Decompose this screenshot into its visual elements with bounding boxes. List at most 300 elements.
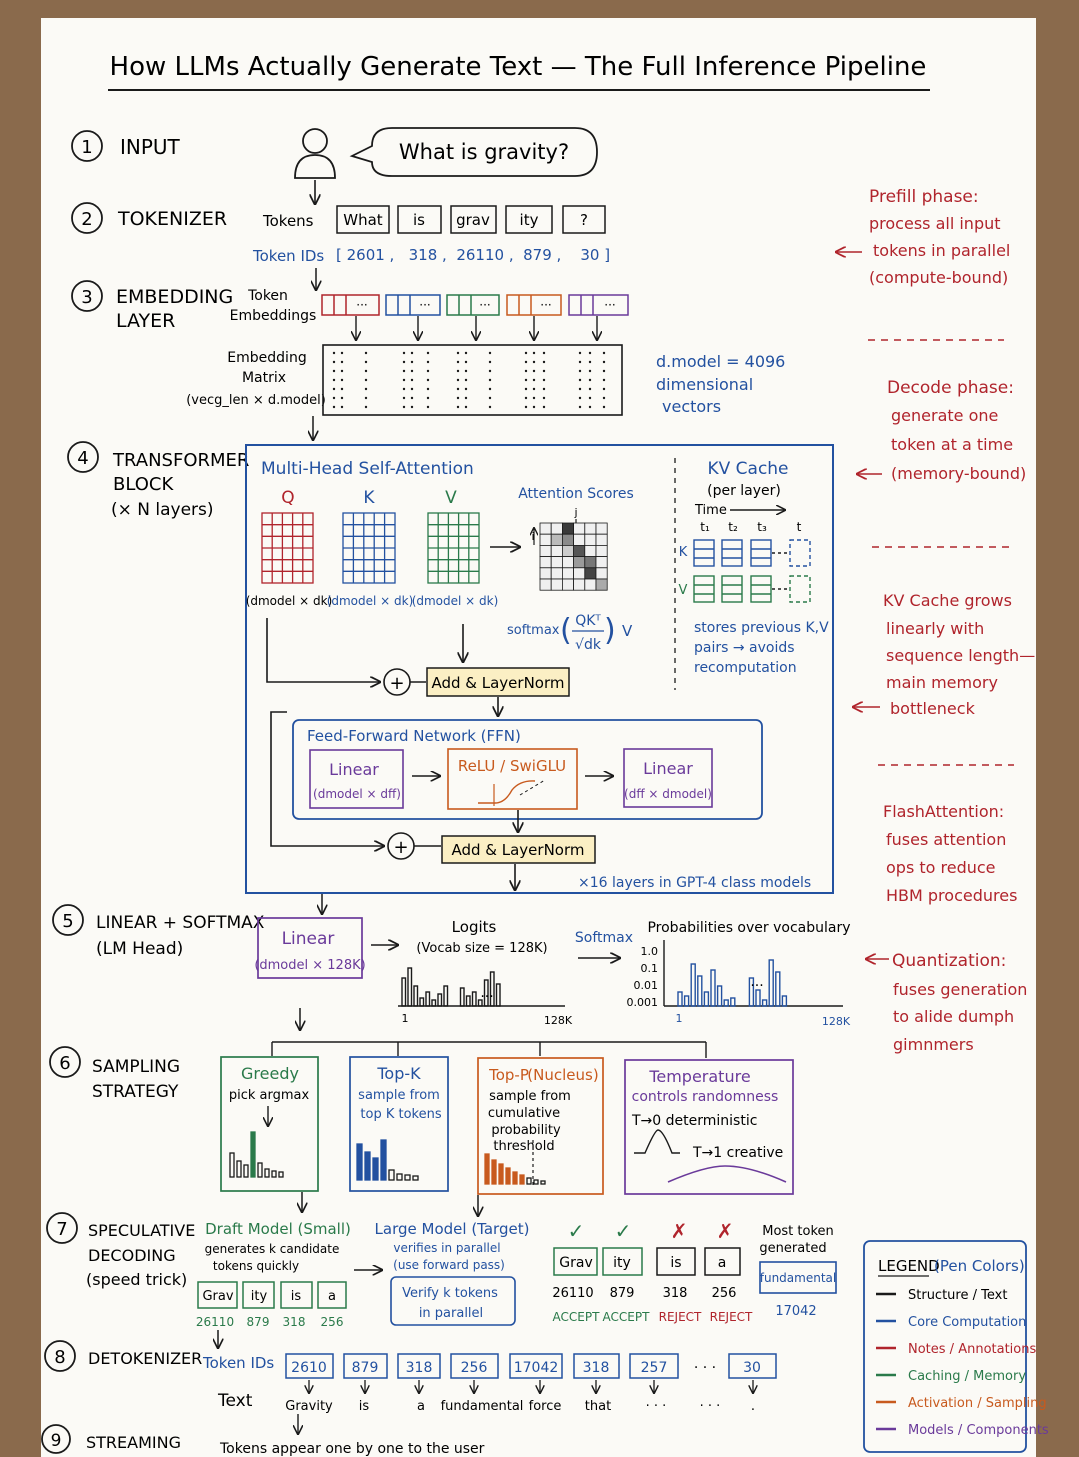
ffn-linear-2-label: Linear: [643, 759, 693, 778]
step-9-title: STREAMING: [86, 1433, 181, 1452]
bar: [251, 1132, 255, 1177]
step-5-title-1: LINEAR + SOFTMAX: [96, 913, 265, 933]
ffn-linear-1-label: Linear: [329, 760, 379, 779]
matrix-dot: [411, 406, 413, 408]
probs-title: Probabilities over vocabulary: [647, 920, 851, 936]
bar: [691, 964, 695, 1006]
temperature-high: T→1 creative: [693, 1145, 784, 1161]
detok-word-2: a: [417, 1399, 425, 1414]
matrix-dot: [533, 361, 535, 363]
kv-note-3: recomputation: [694, 660, 797, 676]
formula-numerator: QKᵀ: [575, 613, 601, 629]
note-kv-4: main memory: [886, 673, 998, 692]
attention-cell: [596, 557, 607, 568]
bar: [230, 1153, 234, 1177]
temperature-high-curve: [668, 1166, 786, 1182]
attention-cell: [574, 523, 585, 534]
result-token-3: a: [717, 1255, 727, 1271]
step-3-title-2: LAYER: [116, 310, 176, 332]
matrix-dot: [333, 370, 335, 372]
lmhead-linear-dim: (dmodel × 128K): [254, 958, 366, 973]
attention-cell: [585, 557, 596, 568]
matrix-dot: [603, 379, 605, 381]
bar: [373, 1158, 378, 1180]
check-mark-0: ✓: [567, 1219, 585, 1243]
matrix-dot: [589, 361, 591, 363]
bar: [408, 968, 412, 1006]
probs-dots: ···: [750, 978, 764, 994]
attention-cell: [551, 534, 562, 545]
bar: [461, 988, 465, 1006]
matrix-dot: [333, 406, 335, 408]
detok-id-4: 17042: [513, 1360, 559, 1376]
matrix-dot: [525, 379, 527, 381]
topp-title: Top-P: [489, 1066, 529, 1084]
matrix-dot: [403, 406, 405, 408]
matrix-dot: [341, 352, 343, 354]
verify-label-1: Verify k tokens: [402, 1286, 498, 1301]
matrix-dot: [365, 361, 367, 363]
matrix-dot: [457, 406, 459, 408]
cross-mark-1: ✗: [716, 1219, 734, 1243]
logits-title: Logits: [451, 918, 497, 936]
kv-v-cell: [694, 576, 714, 602]
embedding-matrix-dots: [333, 352, 605, 408]
fundamental-id: 17042: [775, 1304, 817, 1319]
streaming-text: Tokens appear one by one to the user: [220, 1441, 485, 1457]
formula-open-paren: (: [560, 613, 572, 648]
bar: [432, 1000, 436, 1006]
temperature-low: T→0 deterministic: [632, 1113, 758, 1129]
attention-cell: [574, 545, 585, 556]
matrix-dot: [427, 361, 429, 363]
bar: [711, 970, 715, 1006]
add-norm-label-2: Add & LayerNorm: [451, 841, 585, 859]
step-7-title-1: SPECULATIVE: [88, 1221, 196, 1240]
matrix-dot: [341, 379, 343, 381]
matrix-dot: [411, 370, 413, 372]
detok-word-1: is: [358, 1399, 370, 1414]
bar: [506, 1168, 510, 1184]
bar: [704, 992, 708, 1006]
matrix-dot: [457, 352, 459, 354]
matrix-dot: [403, 397, 405, 399]
draft-id-3: 256: [320, 1315, 344, 1329]
matrix-dot: [603, 352, 605, 354]
note-kv-1: KV Cache grows: [883, 591, 1012, 610]
bar: [492, 1160, 496, 1184]
bar: [381, 1140, 386, 1180]
matrix-dot: [333, 379, 335, 381]
matrix-dot: [579, 406, 581, 408]
kv-k-cell: [722, 540, 742, 566]
matrix-dot: [589, 379, 591, 381]
bar: [237, 1161, 241, 1177]
matrix-dot: [579, 388, 581, 390]
add-plus-1: +: [389, 673, 405, 694]
softmax-arrow-label: Softmax: [574, 930, 634, 946]
most-token-1: Most token: [762, 1224, 834, 1239]
matrix-dot: [603, 388, 605, 390]
attention-cell: [551, 545, 562, 556]
matrix-dot: [543, 397, 545, 399]
matrix-dot: [427, 397, 429, 399]
bar: [265, 1169, 269, 1177]
matrix-dot: [589, 406, 591, 408]
matrix-dot: [457, 397, 459, 399]
formula-close-paren: ): [604, 613, 616, 648]
matrix-dot: [603, 370, 605, 372]
result-id-2: 318: [662, 1286, 688, 1301]
attention-cell: [551, 557, 562, 568]
kv-t3: t₃: [757, 520, 767, 534]
topk-sub-2: top K tokens: [360, 1107, 442, 1122]
note-prefill-4: (compute-bound): [869, 268, 1009, 287]
draft-title: Draft Model (Small): [205, 1220, 351, 1238]
detok-arrows: [309, 1380, 753, 1393]
detok-word-4: force: [528, 1399, 562, 1414]
attention-cell: [574, 557, 585, 568]
step-1-label: [72, 131, 181, 161]
detok-id-5: 318: [582, 1360, 610, 1376]
bar: [534, 1180, 538, 1184]
matrix-dot: [489, 388, 491, 390]
embedding-matrix-label-3: (vecg_len × d.model): [186, 393, 326, 408]
step-7-title-3: (speed trick): [86, 1270, 188, 1289]
step-1-number: 1: [81, 137, 93, 158]
attention-cell: [585, 534, 596, 545]
detok-id-1: 879: [351, 1360, 379, 1376]
step-6-title-2: STRATEGY: [92, 1082, 179, 1102]
q-label: Q: [281, 488, 295, 508]
legend-paren: (Pen Colors): [934, 1257, 1025, 1275]
add-plus-2: +: [393, 837, 409, 858]
kv-v-cell: [722, 576, 742, 602]
most-token-2: generated: [759, 1241, 827, 1256]
scores-i: i: [531, 530, 535, 543]
step-3-title-1: EMBEDDING: [116, 286, 234, 308]
topk-sub-1: sample from: [358, 1088, 440, 1103]
matrix-dot: [457, 370, 459, 372]
note-prefill-2: process all input: [869, 214, 1001, 233]
bar: [467, 996, 471, 1006]
bar: [258, 1163, 262, 1177]
step-7-label: [47, 1213, 195, 1289]
matrix-dot: [341, 397, 343, 399]
kv-k-cell: [694, 540, 714, 566]
emb-dots-0: ···: [356, 298, 368, 312]
step-7-number: 7: [56, 1219, 68, 1240]
matrix-dot: [589, 388, 591, 390]
embedding-matrix-label-2: Matrix: [241, 370, 287, 386]
kv-note-2: pairs → avoids: [694, 640, 795, 656]
kv-t2: t₂: [728, 520, 738, 534]
note-flash-2: fuses attention: [886, 830, 1007, 849]
legend-item-1: Core Computation: [908, 1315, 1027, 1330]
legend-swatches: [876, 1294, 896, 1429]
kv-v-next-cell: [790, 576, 810, 602]
input-question: What is gravity?: [398, 140, 570, 164]
note-flash-4: HBM procedures: [886, 886, 1018, 905]
residual-path-1: [267, 618, 380, 682]
matrix-dot: [365, 397, 367, 399]
matrix-dot: [489, 370, 491, 372]
attention-cell: [551, 568, 562, 579]
matrix-dot: [457, 388, 459, 390]
matrix-dot: [525, 397, 527, 399]
detok-id-3: 256: [460, 1360, 488, 1376]
logits-x-end: 128K: [543, 1014, 573, 1027]
detok-word-7: · · ·: [699, 1399, 721, 1414]
bar: [426, 992, 430, 1006]
matrix-dot: [533, 379, 535, 381]
step-8-label: [45, 1341, 202, 1371]
attention-cell: [574, 534, 585, 545]
matrix-dot: [533, 397, 535, 399]
legend-item-5: Models / Components: [908, 1423, 1049, 1438]
matrix-dot: [543, 370, 545, 372]
matrix-dot: [525, 406, 527, 408]
bar: [414, 986, 418, 1006]
result-status-0: ACCEPT: [552, 1310, 600, 1324]
token-4: ?: [580, 211, 588, 229]
matrix-dot: [579, 379, 581, 381]
probs-bars: [678, 960, 786, 1006]
result-id-0: 26110: [552, 1286, 594, 1301]
step-4-title-1: TRANSFORMER: [113, 450, 250, 471]
matrix-dot: [489, 361, 491, 363]
dmodel-note-3: vectors: [662, 397, 722, 416]
note-quant-2: fuses generation: [893, 980, 1028, 999]
step-2-title: TOKENIZER: [118, 208, 228, 230]
step-7-title-2: DECODING: [88, 1246, 176, 1265]
bar: [405, 1175, 410, 1180]
step-4-number: 4: [77, 448, 89, 469]
large-sub-1: verifies in parallel: [393, 1241, 501, 1255]
note-flash: [883, 802, 1017, 905]
note-kv-2: linearly with: [886, 619, 985, 638]
k-matrix: [343, 513, 395, 583]
matrix-dot: [427, 370, 429, 372]
matrix-dot: [403, 379, 405, 381]
note-quant-1: Quantization:: [892, 951, 1007, 971]
note-kv-3: sequence length—: [886, 646, 1036, 665]
attention-cell: [540, 579, 551, 590]
step-4-title-3: (× N layers): [111, 500, 214, 520]
matrix-dot: [525, 370, 527, 372]
topp-paren: (Nucleus): [527, 1066, 599, 1084]
detok-id-7: 30: [743, 1360, 761, 1376]
result-status-3: REJECT: [709, 1310, 753, 1324]
bar: [365, 1152, 370, 1180]
matrix-dot: [465, 370, 467, 372]
detok-word-3: fundamental: [440, 1399, 524, 1414]
bar: [497, 984, 501, 1006]
detok-ids-label: Token IDs: [203, 1354, 275, 1372]
step-3-number: 3: [81, 287, 93, 308]
temperature-sub: controls randomness: [631, 1089, 779, 1105]
bar: [520, 1175, 524, 1184]
token-0: What: [343, 211, 383, 229]
result-id-3: 256: [711, 1286, 737, 1301]
bar: [698, 976, 702, 1006]
large-title: Large Model (Target): [374, 1220, 530, 1238]
logits-x-start: 1: [401, 1012, 409, 1025]
legend-item-0: Structure / Text: [908, 1288, 1008, 1303]
matrix-dot: [341, 370, 343, 372]
matrix-dot: [533, 370, 535, 372]
bar: [244, 1165, 248, 1177]
note-decode-2: generate one: [891, 406, 999, 425]
emb-dots-2: ···: [479, 298, 491, 312]
matrix-dot: [365, 352, 367, 354]
attention-cell: [562, 557, 573, 568]
step-5-number: 5: [62, 911, 74, 932]
matrix-dot: [489, 352, 491, 354]
matrix-dot: [341, 361, 343, 363]
detok-id-0: 2610: [291, 1360, 327, 1376]
step-5-label: [53, 905, 265, 959]
bar: [413, 1176, 418, 1180]
bar: [731, 998, 735, 1006]
step-6-number: 6: [59, 1053, 71, 1074]
dmodel-note-1: d.model = 4096: [656, 352, 786, 371]
matrix-dot: [579, 352, 581, 354]
v-matrix: [428, 513, 479, 583]
matrix-dot: [365, 370, 367, 372]
attention-cell: [596, 568, 607, 579]
embedding-vectors: [322, 295, 628, 315]
bar: [782, 996, 786, 1006]
attention-cell: [551, 579, 562, 590]
attention-scores-label: Attention Scores: [518, 486, 634, 502]
attention-cell: [585, 545, 596, 556]
matrix-dot: [533, 406, 535, 408]
temperature-title: Temperature: [649, 1067, 751, 1086]
attention-cell: [574, 579, 585, 590]
tokens-label: Tokens: [263, 212, 314, 230]
embedding-arrows: [356, 316, 597, 340]
attention-cell: [585, 568, 596, 579]
emb-dots-1: ···: [419, 298, 431, 312]
attention-cell: [596, 534, 607, 545]
legend-title: LEGEND: [878, 1257, 940, 1275]
kv-cache-title: KV Cache: [707, 459, 789, 479]
matrix-dot: [457, 361, 459, 363]
q-dim: (dmodel × dk): [245, 594, 333, 608]
draft-sub-2: tokens quickly: [212, 1259, 300, 1273]
bar: [397, 1174, 402, 1180]
bar: [763, 1000, 767, 1006]
draft-id-1: 879: [246, 1315, 270, 1329]
bar: [420, 998, 424, 1006]
step-8-number: 8: [54, 1347, 66, 1368]
bar: [541, 1181, 545, 1184]
note-flash-3: ops to reduce: [886, 858, 996, 877]
bar: [438, 994, 442, 1006]
matrix-dot: [465, 406, 467, 408]
note-kv-5: bottleneck: [890, 699, 975, 718]
draft-id-0: 26110: [195, 1315, 235, 1329]
softmax-label: softmax: [507, 623, 560, 638]
emb-dots-4: ···: [604, 298, 616, 312]
attention-cell: [551, 523, 562, 534]
matrix-dot: [365, 406, 367, 408]
probs-y-2: 0.1: [640, 962, 658, 975]
matrix-dot: [543, 352, 545, 354]
verify-label-2: in parallel: [418, 1306, 484, 1321]
emb-dots-3: ···: [540, 298, 552, 312]
matrix-dot: [465, 397, 467, 399]
probs-x-end: 128K: [821, 1015, 851, 1028]
matrix-dot: [333, 352, 335, 354]
bar: [724, 1000, 728, 1006]
result-token-0: Grav: [559, 1255, 593, 1271]
matrix-dot: [403, 361, 405, 363]
attention-cell: [585, 523, 596, 534]
draft-token-3: a: [328, 1289, 336, 1304]
note-quant: [866, 951, 1027, 1054]
matrix-dot: [489, 406, 491, 408]
note-quant-3: to alide dumph: [893, 1007, 1015, 1026]
attention-cell: [562, 523, 573, 534]
matrix-dot: [365, 379, 367, 381]
token-3: ity: [519, 211, 539, 229]
legend-item-3: Caching / Memory: [908, 1369, 1027, 1384]
matrix-dot: [333, 397, 335, 399]
dmodel-note-2: dimensional: [656, 375, 754, 394]
lmhead-linear-label: Linear: [281, 929, 335, 949]
draft-token-0: Grav: [202, 1289, 234, 1304]
mha-title: Multi-Head Self-Attention: [261, 459, 474, 479]
bar: [685, 996, 689, 1006]
attention-cell: [540, 523, 551, 534]
bar: [357, 1144, 362, 1180]
step-4-label: [68, 442, 249, 520]
matrix-dot: [579, 361, 581, 363]
ffn-linear-1-dim: (dmodel × dff): [313, 787, 401, 801]
topk-bars: [357, 1140, 418, 1180]
embedding-matrix-label-1: Embedding: [227, 350, 307, 366]
result-status-1: ACCEPT: [602, 1310, 650, 1324]
bar: [499, 1164, 503, 1184]
kv-note-1: stores previous K,V: [694, 620, 829, 636]
matrix-dot: [579, 397, 581, 399]
matrix-dot: [603, 361, 605, 363]
matrix-dot: [411, 388, 413, 390]
result-id-1: 879: [609, 1286, 635, 1301]
bar: [485, 1154, 489, 1184]
user-icon: [295, 129, 335, 178]
step-9-number: 9: [50, 1431, 62, 1451]
q-matrix: [262, 513, 313, 583]
activation-curve: [478, 781, 535, 803]
token-2: grav: [456, 211, 490, 229]
page-title: How LLMs Actually Generate Text — The Full Inference Pipeline: [109, 52, 927, 82]
matrix-dot: [543, 361, 545, 363]
matrix-dot: [341, 388, 343, 390]
kv-t1: t₁: [700, 520, 710, 534]
bar: [473, 992, 477, 1006]
embedding-matrix: [323, 345, 622, 415]
matrix-dot: [341, 406, 343, 408]
bar: [444, 986, 448, 1006]
matrix-dot: [427, 406, 429, 408]
detok-ellipsis: · · ·: [693, 1360, 717, 1376]
v-dim: (dmodel × dk): [411, 594, 499, 608]
topp-sub-1: sample from: [489, 1089, 571, 1104]
attention-cell: [562, 545, 573, 556]
